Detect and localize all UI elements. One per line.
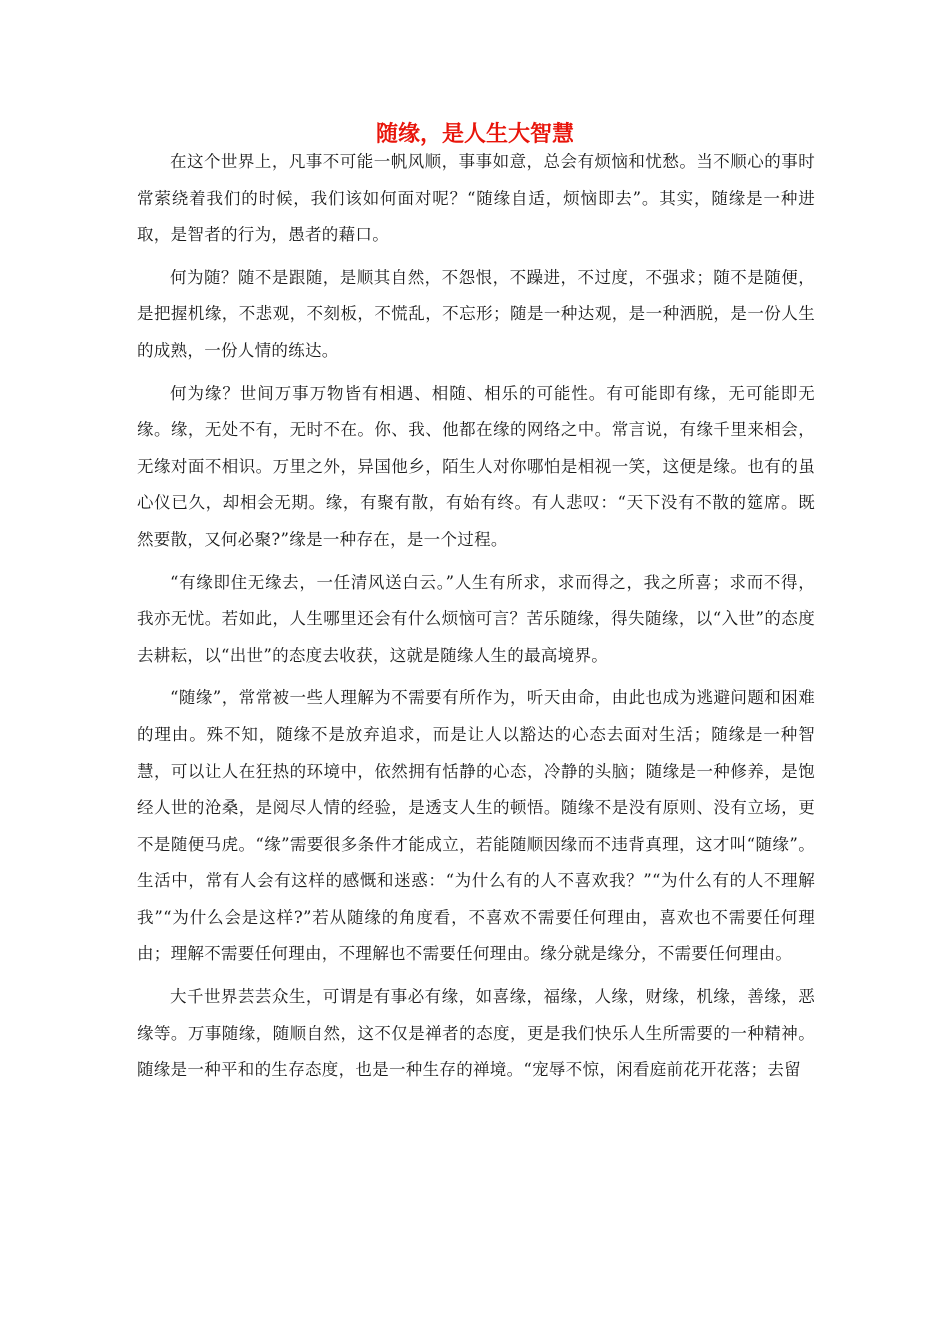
paragraph-1: 在这个世界上，凡事不可能一帆风顺，事事如意，总会有烦恼和忧愁。当不顺心的事时常萦绕着我们的时候，我们该如何面对呢？“随缘自适，烦恼即去”。其实，随缘是一种进取，是智者的行为，愚者的藉口。	[137, 152, 815, 245]
paragraph-2: 何为随？随不是跟随，是顺其自然，不怨恨，不躁进，不过度，不强求；随不是随便，是把握机缘，不悲观，不刻板，不慌乱，不忘形；随是一种达观，是一种洒脱，是一份人生的成熟，一份人情的练达。	[137, 267, 815, 360]
paragraph-5: “随缘”，常常被一些人理解为不需要有所作为，听天由命，由此也成为逃避问题和困难的理由。殊不知，随缘不是放弃追求，而是让人以豁达的心态去面对生活；随缘是一种智慧，可以让人在狂热的环境中，依然拥有恬静的心态，冷静的头脑；随缘是一种修养，是饱经人世的沧桑，是阅尽人情的经验，是透支人生的顿悟。随缘不是没有原则、没有立场，更不是随便马虎。“缘”需要很多条件才能成立，若能随顺因缘而不违背真理，这才叫“随缘”。生活中，常有人会有这样的感慨和迷惑：“为什么有的人不喜欢我？”“为什么有的人不理解我”“为什么会是这样?”若从随缘的角度看，不喜欢不需要任何理由，喜欢也不需要任何理由；理解不需要任何理由，不理解也不需要任何理由。缘分就是缘分，不需要任何理由。	[137, 688, 815, 964]
document-body	[137, 144, 815, 1095]
paragraph-6: 大千世界芸芸众生，可谓是有事必有缘，如喜缘，福缘，人缘，财缘，机缘，善缘，恶缘等。万事随缘，随顺自然，这不仅是禅者的态度，更是我们快乐人生所需要的一种精神。随缘是一种平和的生存态度，也是一种生存的禅境。“宠辱不惊，闲看庭前花开花落；去留	[137, 987, 815, 1080]
document-title: 随缘，是人生大智慧	[375, 122, 574, 147]
paragraph-4: “有缘即住无缘去，一任清风送白云。”人生有所求，求而得之，我之所喜；求而不得，我亦无忧。若如此，人生哪里还会有什么烦恼可言？苦乐随缘，得失随缘，以“入世”的态度去耕耘，以“出世”的态度去收获，这就是随缘人生的最高境界。	[137, 572, 815, 665]
paragraph-3: 何为缘？世间万事万物皆有相遇、相随、相乐的可能性。有可能即有缘，无可能即无缘。缘，无处不有，无时不在。你、我、他都在缘的网络之中。常言说，有缘千里来相会，无缘对面不相识。万里之外，异国他乡，陌生人对你哪怕是相视一笑，这便是缘。也有的虽心仪已久，却相会无期。缘，有聚有散，有始有终。有人悲叹：“天下没有不散的筵席。既然要散，又何必聚?”缘是一种存在，是一个过程。	[137, 383, 815, 549]
